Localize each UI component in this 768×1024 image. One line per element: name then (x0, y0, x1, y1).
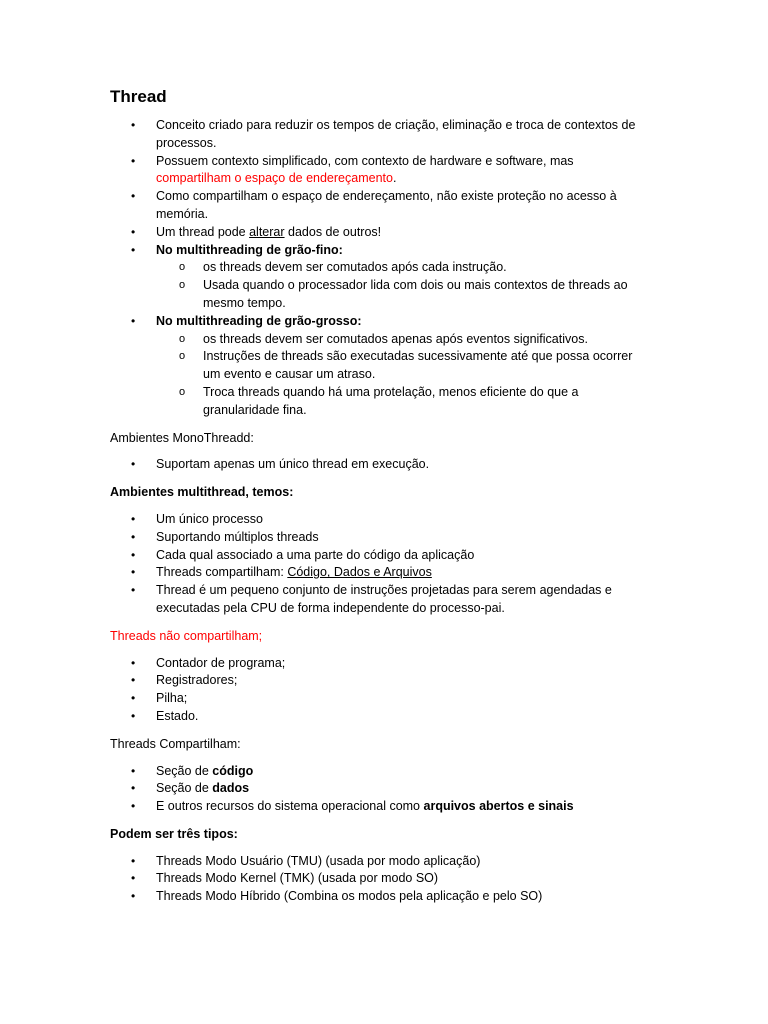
bullet-icon: • (131, 871, 136, 886)
item-text: Threads Modo Híbrido (Combina os modos pela aplicação e pelo SO) (156, 889, 543, 904)
bullet-icon: • (131, 889, 136, 904)
item-text: Seção de (156, 781, 213, 796)
sub-item-text: Instruções de threads são executadas sucessivamente até que possa ocorrer um evento e causar um atraso. (203, 349, 633, 382)
sub-bullet-icon: o (179, 332, 186, 345)
item-text: Conceito criado para reduzir os tempos de criação, eliminação e troca de contextos de processos. (156, 118, 636, 150)
list-item (110, 456, 650, 474)
mono-heading: Ambientes MonoThreadd: (110, 430, 254, 445)
bullet-icon: • (131, 511, 136, 526)
page-title: Thread (110, 87, 167, 106)
sub-list-item (110, 331, 650, 349)
item-bold-text: código (212, 763, 254, 778)
sub-item-text: Troca threads quando há uma protelação, menos eficiente do que a granularidade fina. (203, 384, 579, 417)
bullet-icon: • (131, 224, 136, 239)
list-item (110, 117, 650, 153)
sub-bullet-icon: o (179, 261, 186, 274)
item-text: Threads Modo Usuário (TMU) (usada por modo aplicação) (156, 853, 481, 868)
item-text: Thread é um pequeno conjunto de instruções projetadas para serem agendadas e executadas pela CPU de forma independente do processo-pai. (156, 583, 612, 615)
list-item (110, 547, 650, 565)
bullet-icon: • (131, 565, 136, 580)
multi-list (110, 511, 650, 618)
list-item (110, 780, 650, 798)
list-item (110, 708, 650, 726)
underlined-text: alterar (249, 224, 285, 239)
item-text: dados de outros! (284, 224, 382, 239)
sub-list-item (110, 277, 650, 313)
list-item (110, 798, 650, 816)
list-item (110, 564, 650, 582)
list-item (110, 224, 650, 242)
sub-list-item (110, 259, 650, 277)
list-item (110, 313, 650, 420)
bullet-icon: • (131, 673, 136, 688)
bullet-icon: • (131, 691, 136, 706)
sub-bullet-icon: o (179, 350, 186, 363)
document-body (110, 86, 650, 906)
list-item (110, 888, 650, 906)
list-item (110, 853, 650, 871)
sub-list-item (110, 348, 650, 384)
item-text: Suportam apenas um único thread em execução. (156, 457, 430, 472)
list-item (110, 511, 650, 529)
bullet-icon: • (131, 708, 136, 723)
item-text: Registradores; (156, 673, 238, 688)
mono-list (110, 456, 650, 474)
sub-list-item (110, 384, 650, 420)
not-shared-list (110, 655, 650, 726)
list-item (110, 242, 650, 313)
list-item (110, 763, 650, 781)
item-bold-text: No multithreading de grão-fino: (156, 242, 343, 257)
item-text: Como compartilham o espaço de endereçamento, não existe proteção no acesso à memória. (156, 189, 617, 221)
item-text: Seção de (156, 763, 213, 778)
bullet-icon: • (131, 189, 136, 204)
thread-concept-list (110, 117, 650, 420)
item-text: Possuem contexto simplificado, com contexto de hardware e software, mas (156, 153, 574, 168)
bullet-icon: • (131, 153, 136, 168)
bullet-icon: • (131, 118, 136, 132)
item-text: . (392, 171, 397, 186)
bullet-icon: • (131, 547, 136, 562)
list-item (110, 690, 650, 708)
item-text: Estado. (156, 708, 199, 723)
list-item (110, 582, 650, 618)
item-text: Suportando múltiplos threads (156, 529, 319, 544)
list-item (110, 672, 650, 690)
types-list (110, 853, 650, 906)
underlined-text: Código, Dados e Arquivos (287, 565, 432, 580)
types-heading: Podem ser três tipos: (110, 826, 238, 841)
multi-heading: Ambientes multithread, temos: (110, 485, 294, 500)
fine-grain-sublist (110, 259, 650, 312)
list-item (110, 655, 650, 673)
bullet-icon: • (131, 853, 136, 868)
sub-bullet-icon: o (179, 279, 186, 292)
item-text: Pilha; (156, 691, 188, 706)
item-bold-text: arquivos abertos e sinais (423, 799, 574, 814)
sub-item-text: Usada quando o processador lida com dois ou mais contextos de threads ao mesmo tempo. (203, 278, 628, 310)
item-bold-text: No multithreading de grão-grosso: (156, 313, 362, 328)
bullet-icon: • (131, 799, 136, 814)
item-text: Um thread pode (156, 224, 250, 239)
bullet-icon: • (131, 781, 136, 796)
bullet-icon: • (131, 313, 136, 328)
item-bold-text: dados (212, 781, 250, 796)
bullet-icon: • (131, 583, 136, 598)
bullet-icon: • (131, 655, 136, 670)
bullet-icon: • (131, 242, 136, 257)
bullet-icon: • (131, 529, 136, 544)
highlight-text: compartilham o espaço de endereçamento (156, 171, 393, 186)
sub-item-text: os threads devem ser comutados apenas após eventos significativos. (203, 331, 588, 346)
bullet-icon: • (131, 457, 136, 472)
item-text: Threads Modo Kernel (TMK) (usada por modo SO) (156, 871, 439, 886)
bullet-icon: • (131, 763, 136, 778)
shared-list (110, 763, 650, 816)
sub-bullet-icon: o (179, 385, 186, 398)
item-text: Cada qual associado a uma parte do código da aplicação (156, 547, 475, 562)
list-item (110, 153, 650, 189)
shared-heading: Threads Compartilham: (110, 736, 241, 751)
list-item (110, 188, 650, 224)
sub-item-text: os threads devem ser comutados após cada instrução. (203, 260, 507, 275)
not-shared-heading: Threads não compartilham; (110, 628, 263, 643)
item-text: Contador de programa; (156, 655, 286, 670)
item-text: Um único processo (156, 511, 263, 526)
coarse-grain-sublist (110, 331, 650, 420)
item-text: Threads compartilham: (156, 565, 288, 580)
list-item (110, 870, 650, 888)
list-item (110, 529, 650, 547)
item-text: E outros recursos do sistema operacional como (156, 799, 424, 814)
